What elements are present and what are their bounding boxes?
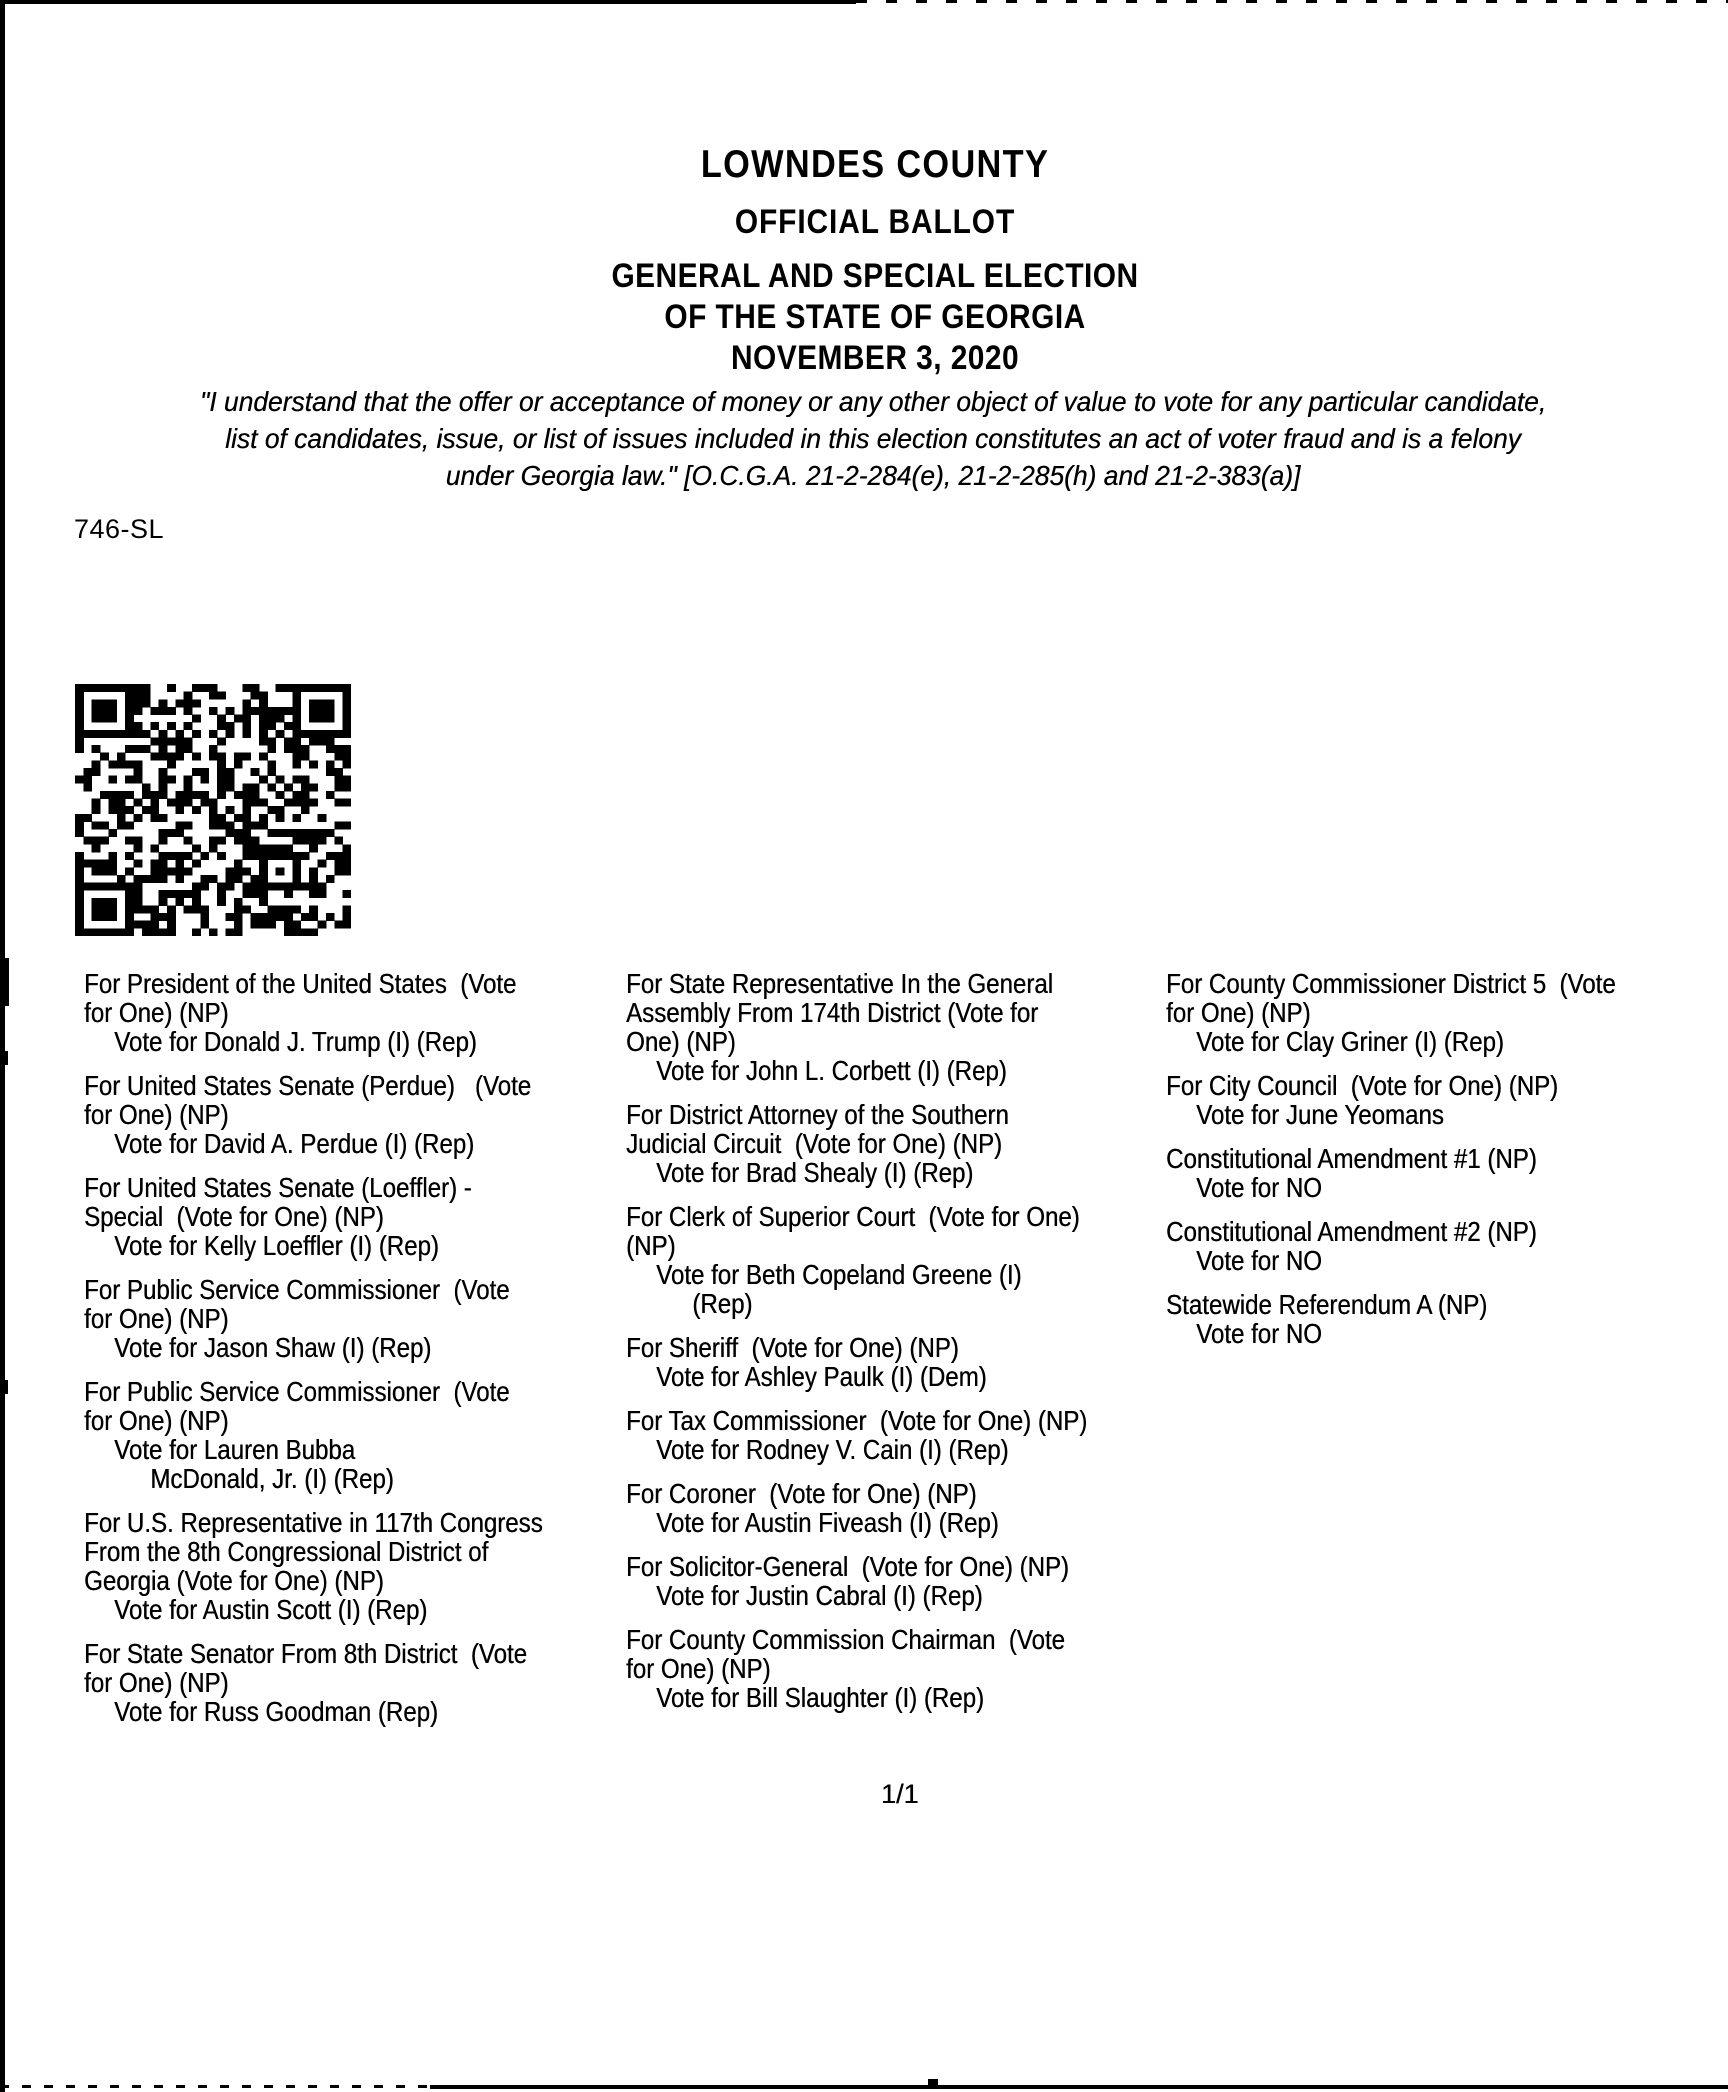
contest-selection-line: (Rep) bbox=[692, 1288, 753, 1319]
contest-selection-line: Vote for Beth Copeland Greene (I) bbox=[656, 1259, 1022, 1290]
contest-title-line: For U.S. Representative in 117th Congress bbox=[84, 1507, 543, 1538]
contest-selection-line: Vote for NO bbox=[1196, 1318, 1322, 1349]
fraud-disclaimer bbox=[35, 383, 1711, 494]
election-title-line: OF THE STATE OF GEORGIA bbox=[664, 298, 1086, 336]
scan-edge-top bbox=[0, 0, 856, 4]
contest-selection-line: Vote for June Yeomans bbox=[1196, 1099, 1444, 1130]
contest-selection-line: Vote for Justin Cabral (I) (Rep) bbox=[656, 1580, 983, 1611]
scan-edge-left-nub bbox=[0, 1380, 8, 1394]
contest-selection-line: Vote for John L. Corbett (I) (Rep) bbox=[656, 1055, 1007, 1086]
contest-selection-line: Vote for Ashley Paulk (I) (Dem) bbox=[656, 1361, 987, 1392]
ballot-qr-code bbox=[75, 684, 351, 936]
contest-title-line: for One) (NP) bbox=[84, 1405, 229, 1436]
contest bbox=[626, 1333, 1087, 1391]
contest-title-line: For District Attorney of the Southern bbox=[626, 1099, 1009, 1130]
contest-title-line: for One) (NP) bbox=[84, 1667, 229, 1698]
contest-title-line: for One) (NP) bbox=[84, 1099, 229, 1130]
contest bbox=[84, 1639, 543, 1726]
scan-edge-bottom-dashed bbox=[0, 2085, 430, 2088]
contest-title-line: For State Representative In the General bbox=[626, 968, 1053, 999]
contest-title-line: (NP) bbox=[626, 1230, 676, 1261]
contest bbox=[626, 1479, 1087, 1537]
contest bbox=[626, 1202, 1087, 1318]
scan-edge-bottom-notch bbox=[928, 2079, 938, 2086]
contest-title-line: For United States Senate (Perdue) (Vote bbox=[84, 1070, 532, 1101]
contest-title-line: for One) (NP) bbox=[626, 1653, 771, 1684]
contest bbox=[626, 969, 1087, 1085]
contest-title-line: for One) (NP) bbox=[84, 1303, 229, 1334]
contest-title-line: Constitutional Amendment #1 (NP) bbox=[1166, 1143, 1537, 1174]
scan-edge-top-dashed bbox=[856, 0, 1728, 3]
contest bbox=[84, 1508, 543, 1624]
contest-title-line: For Solicitor-General (Vote for One) (NP) bbox=[626, 1551, 1069, 1582]
contest-column-1 bbox=[84, 969, 543, 1741]
contest bbox=[1166, 1217, 1616, 1275]
contest-title-line: Special (Vote for One) (NP) bbox=[84, 1201, 384, 1232]
scan-edge-left bbox=[0, 0, 5, 2092]
contest bbox=[626, 1625, 1087, 1712]
election-title-line: GENERAL AND SPECIAL ELECTION bbox=[611, 257, 1139, 295]
contest-title-line: Assembly From 174th District (Vote for bbox=[626, 997, 1039, 1028]
contest-title-line: From the 8th Congressional District of bbox=[84, 1536, 489, 1567]
contest-title-line: Constitutional Amendment #2 (NP) bbox=[1166, 1216, 1537, 1247]
county-title: LOWNDES COUNTY bbox=[700, 143, 1050, 186]
disclaimer-line: list of candidates, issue, or list of issues included in this election constitutes an act of voter fraud and is a felony bbox=[225, 423, 1521, 454]
contest-title-line: For State Senator From 8th District (Vote bbox=[84, 1638, 527, 1669]
contest-column-2 bbox=[626, 969, 1087, 1727]
contest-title-line: For City Council (Vote for One) (NP) bbox=[1166, 1070, 1559, 1101]
contest-selection-line: Vote for Jason Shaw (I) (Rep) bbox=[114, 1332, 432, 1363]
contest-title-line: for One) (NP) bbox=[84, 997, 229, 1028]
contest bbox=[1166, 1071, 1616, 1129]
contest-selection-line: Vote for Russ Goodman (Rep) bbox=[114, 1696, 438, 1727]
contest-selection-line: Vote for Austin Scott (I) (Rep) bbox=[114, 1594, 428, 1625]
scan-edge-bottom bbox=[430, 2085, 1728, 2089]
contest-selection-line: Vote for NO bbox=[1196, 1172, 1322, 1203]
contest-title-line: Statewide Referendum A (NP) bbox=[1166, 1289, 1488, 1320]
contest-title-line: For Clerk of Superior Court (Vote for One) bbox=[626, 1201, 1080, 1232]
contest bbox=[626, 1552, 1087, 1610]
contest-title-line: For County Commission Chairman (Vote bbox=[626, 1624, 1065, 1655]
contest bbox=[626, 1406, 1087, 1464]
contest-selection-line: Vote for NO bbox=[1196, 1245, 1322, 1276]
contest-title-line: For United States Senate (Loeffler) - bbox=[84, 1172, 472, 1203]
contest-selection-line: Vote for Kelly Loeffler (I) (Rep) bbox=[114, 1230, 439, 1261]
contest-selection-line: Vote for Austin Fiveash (I) (Rep) bbox=[656, 1507, 999, 1538]
contest-title-line: For Public Service Commissioner (Vote bbox=[84, 1274, 510, 1305]
contest bbox=[84, 969, 543, 1056]
contest-title-line: For Sheriff (Vote for One) (NP) bbox=[626, 1332, 959, 1363]
contest-title-line: For President of the United States (Vote bbox=[84, 968, 517, 999]
contest-selection-line: Vote for David A. Perdue (I) (Rep) bbox=[114, 1128, 475, 1159]
disclaimer-line: "I understand that the offer or acceptance of money or any other object of value to vote for any particular candidate, bbox=[199, 386, 1547, 417]
ballot-style-code: 746-SL bbox=[74, 514, 165, 544]
election-title-line: NOVEMBER 3, 2020 bbox=[730, 339, 1020, 377]
contest-column-3 bbox=[1166, 969, 1616, 1363]
contest-title-line: For Public Service Commissioner (Vote bbox=[84, 1376, 510, 1407]
contest bbox=[84, 1275, 543, 1362]
contest bbox=[1166, 1144, 1616, 1202]
ballot-type-title: OFFICIAL BALLOT bbox=[734, 203, 1016, 241]
scan-edge-left-nub bbox=[0, 958, 9, 1006]
contest-selection-line: Vote for Rodney V. Cain (I) (Rep) bbox=[656, 1434, 1009, 1465]
contest-title-line: For Tax Commissioner (Vote for One) (NP) bbox=[626, 1405, 1088, 1436]
scan-edge-left-nub bbox=[0, 1051, 8, 1065]
contest-selection-line: Vote for Lauren Bubba bbox=[114, 1434, 356, 1465]
contest-selection-line: Vote for Donald J. Trump (I) (Rep) bbox=[114, 1026, 477, 1057]
election-title bbox=[105, 256, 1645, 379]
contest-title-line: for One) (NP) bbox=[1166, 997, 1311, 1028]
contest-selection-line: Vote for Bill Slaughter (I) (Rep) bbox=[656, 1682, 985, 1713]
contest bbox=[84, 1377, 543, 1493]
contest-selection-line: Vote for Clay Griner (I) (Rep) bbox=[1196, 1026, 1504, 1057]
contest bbox=[1166, 969, 1616, 1056]
contest-title-line: One) (NP) bbox=[626, 1026, 736, 1057]
page-number: 1/1 bbox=[881, 1779, 919, 1809]
contest-title-line: Georgia (Vote for One) (NP) bbox=[84, 1565, 384, 1596]
contest bbox=[1166, 1290, 1616, 1348]
contest-title-line: Judicial Circuit (Vote for One) (NP) bbox=[626, 1128, 1003, 1159]
contest-title-line: For County Commissioner District 5 (Vote bbox=[1166, 968, 1616, 999]
contest bbox=[626, 1100, 1087, 1187]
contest-selection-line: McDonald, Jr. (I) (Rep) bbox=[150, 1463, 394, 1494]
contest-title-line: For Coroner (Vote for One) (NP) bbox=[626, 1478, 977, 1509]
contest bbox=[84, 1173, 543, 1260]
contest bbox=[84, 1071, 543, 1158]
contest-selection-line: Vote for Brad Shealy (I) (Rep) bbox=[656, 1157, 974, 1188]
disclaimer-line: under Georgia law." [O.C.G.A. 21-2-284(e), 21-2-285(h) and 21-2-383(a)] bbox=[445, 460, 1301, 491]
